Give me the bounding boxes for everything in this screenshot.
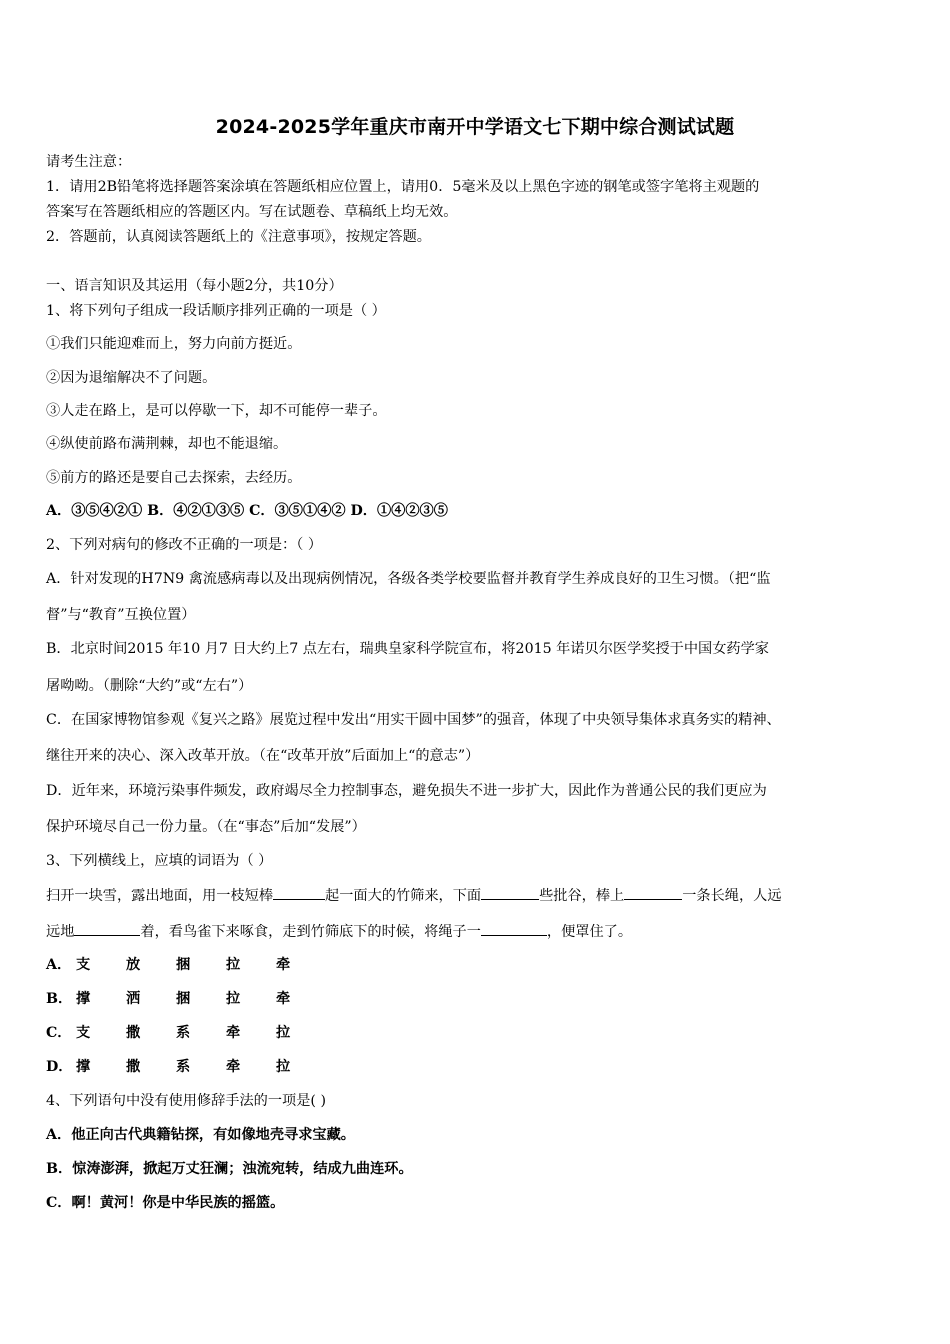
q3-option-word: 支 [76,957,91,973]
q2-option-a-line1: A．针对发现的H7N9 禽流感病毒以及出现病例情况，各级各类学校要监督并教育学生养成良好的卫生习惯。（把“监 [46,571,771,587]
q2-option-c-line2: 继往开来的决心、深入改革开放。（在“改革开放”后面加上“的意志”） [46,748,480,764]
q3-option-word: 系 [176,1025,191,1041]
q3-option-label: D． [46,1059,73,1075]
q2-option-d-line2: 保护环境尽自己一份力量。（在“事态”后加“发展”） [46,819,366,835]
notice-line-2: 2．答题前，认真阅读答题纸上的《注意事项》，按规定答题。 [46,229,431,245]
q3-option-word: 系 [176,1059,191,1075]
q1-sentence-5: ⑤前方的路还是要自己去探索，去经历。 [46,470,302,486]
q3-option-word: 撑 [76,1059,91,1075]
q4-option-b: B．惊涛澎湃，掀起万丈狂澜；浊流宛转，结成九曲连环。 [46,1161,413,1177]
fill-blank [481,921,547,936]
q3-option-label: A． [46,957,72,973]
q1-sentence-2: ②因为退缩解决不了问题。 [46,370,217,386]
q3-option-word: 洒 [126,991,141,1007]
q3-option-word: 捆 [176,957,191,973]
q3-option-word: 拉 [276,1059,291,1075]
q3-text: ，便罩住了。 [546,924,633,940]
q2-option-c-line1: C．在国家博物馆参观《复兴之路》展览过程中发出“用实干圆中国梦”的强音，体现了中央领导集体求真务实的精神、 [46,712,781,728]
q3-option-word: 牵 [276,991,291,1007]
q2-option-b-line2: 屠呦呦。（删除“大约”或“左右”） [46,678,253,694]
q1-sentence-1: ①我们只能迎难而上，努力向前方挺近。 [46,336,302,352]
q3-option-word: 拉 [226,957,241,973]
page-title: 2024-2025学年重庆市南开中学语文七下期中综合测试试题 [215,116,735,138]
q3-passage-line2 [46,921,632,942]
q3-option-word: 撒 [126,1059,141,1075]
q3-option-word: 牵 [276,957,291,973]
q3-text: 起一面大的竹筛来，下面 [325,888,482,904]
notice-line-1: 1．请用2B铅笔将选择题答案涂填在答题纸相应位置上，请用0．5毫米及以上黑色字迹的钢笔或签字笔将主观题的 [46,179,760,195]
q3-option-label: C． [46,1025,72,1041]
q3-text: 远地 [46,924,75,940]
q3-option-word: 撒 [126,1025,141,1041]
q3-option-word: 捆 [176,991,191,1007]
q3-option-word: 牵 [226,1059,241,1075]
q2-option-a-line2: 督”与“教育”互换位置） [46,607,196,623]
q1-sentence-3: ③人走在路上，是可以停歇一下，却不可能停一辈子。 [46,403,387,419]
fill-blank [74,921,140,936]
q2-option-b-line1: B．北京时间2015 年10 月7 日大约上7 点左右，瑞典皇家科学院宣布，将2015 年诺贝尔医学奖授于中国女药学家 [46,641,769,657]
section-heading: 一、语言知识及其运用（每小题2分，共10分） [46,278,343,294]
fill-blank [273,885,325,900]
q3-text: 些批谷，棒上 [539,888,625,904]
q3-text: 一条长绳，人远 [682,888,782,904]
q1-stem: 1、将下列句子组成一段话顺序排列正确的一项是（ ） [46,303,386,319]
q2-option-d-line1: D．近年来，环境污染事件频发，政府竭尽全力控制事态，避免损失不进一步扩大，因此作为普通公民的我们更应为 [46,783,767,799]
q4-option-c: C．啊！黄河！你是中华民族的摇篮。 [46,1195,285,1211]
q3-option-word: 拉 [226,991,241,1007]
notice-line-1b: 答案写在答题纸相应的答题区内。写在试题卷、草稿纸上均无效。 [46,204,458,220]
q1-options: A．③⑤④②① B．④②①③⑤ C．③⑤①④② D．①④②③⑤ [46,503,448,519]
q3-option-word: 放 [126,957,141,973]
q3-passage-line1 [46,885,782,906]
q3-option-word: 撑 [76,991,91,1007]
q2-stem: 2、下列对病句的修改不正确的一项是：（ ） [46,537,323,553]
q3-text: 扫开一块雪，露出地面，用一枝短棒 [46,888,274,904]
fill-blank [481,885,539,900]
q3-option-label: B． [46,991,73,1007]
q4-stem: 4、下列语句中没有使用修辞手法的一项是( ) [46,1093,326,1109]
q3-option-word: 支 [76,1025,91,1041]
q3-stem: 3、下列横线上，应填的词语为（ ） [46,853,273,869]
q1-sentence-4: ④纵使前路布满荆棘，却也不能退缩。 [46,436,288,452]
fill-blank [624,885,682,900]
q3-option-word: 拉 [276,1025,291,1041]
q3-text: 着，看鸟雀下来啄食，走到竹筛底下的时候，将绳子一 [140,924,481,940]
q4-option-a: A．他正向古代典籍钻探，有如像地壳寻求宝藏。 [46,1127,355,1143]
q3-option-word: 牵 [226,1025,241,1041]
notice-heading: 请考生注意： [46,154,132,170]
